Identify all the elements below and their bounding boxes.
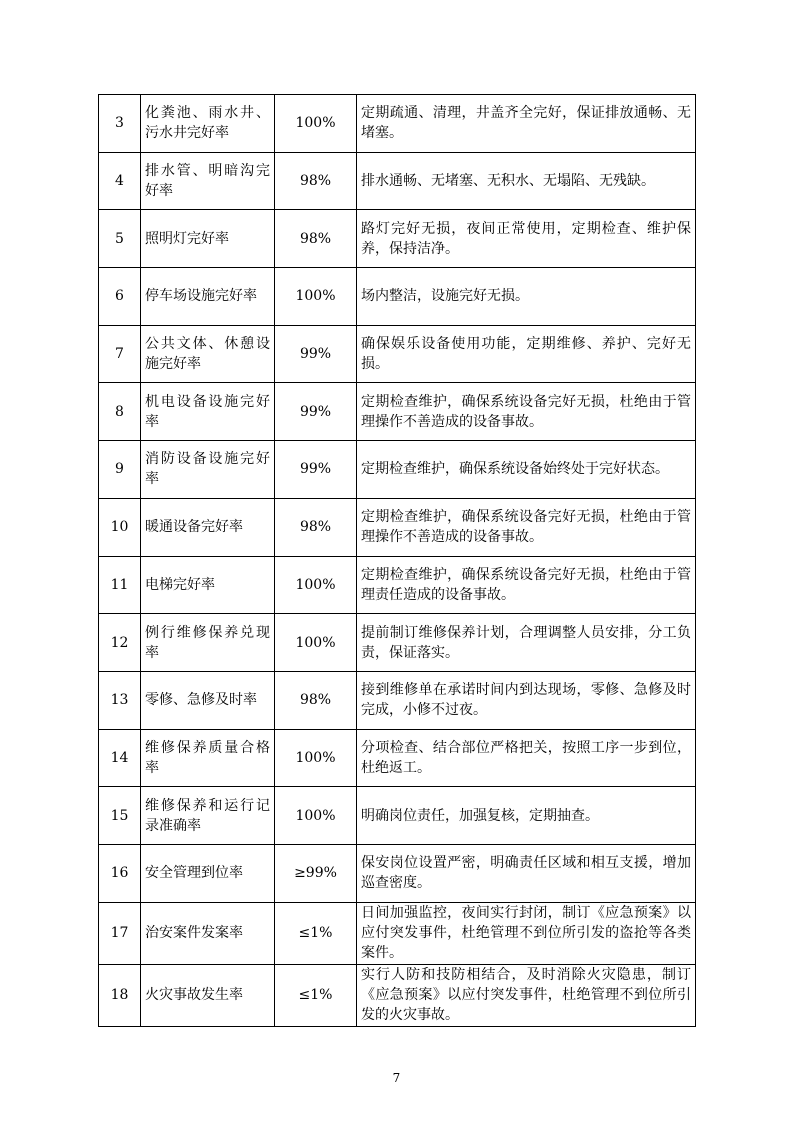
item-name: 电梯完好率 [141, 556, 275, 614]
measure-description: 定期检查维护，确保系统设备完好无损，杜绝由于管理操作不善造成的设备事故。 [357, 383, 696, 441]
item-name: 照明灯完好率 [141, 210, 275, 268]
table-row [99, 152, 696, 210]
table-row [99, 498, 696, 556]
target-rate: 99% [275, 325, 357, 383]
table-row [99, 556, 696, 614]
measure-description: 实行人防和技防相结合，及时消除火灾隐患，制订《应急预案》以应付突发事件，杜绝管理不到位所引发的火灾事故。 [357, 964, 696, 1026]
item-name: 停车场设施完好率 [141, 268, 275, 326]
measure-description: 定期检查维护，确保系统设备完好无损，杜绝由于管理责任造成的设备事故。 [357, 556, 696, 614]
target-rate: 99% [275, 383, 357, 441]
row-number: 17 [99, 902, 141, 964]
measure-description: 定期检查维护，确保系统设备完好无损，杜绝由于管理操作不善造成的设备事故。 [357, 498, 696, 556]
target-rate: 98% [275, 210, 357, 268]
item-name: 维修保养质量合格率 [141, 729, 275, 787]
row-number: 9 [99, 441, 141, 499]
target-rate: 100% [275, 268, 357, 326]
item-name: 公共文体、休憩设施完好率 [141, 325, 275, 383]
table-row [99, 325, 696, 383]
measure-description: 场内整洁，设施完好无损。 [357, 268, 696, 326]
table-row [99, 268, 696, 326]
measure-description: 分项检查、结合部位严格把关，按照工序一步到位，杜绝返工。 [357, 729, 696, 787]
measure-description: 排水通畅、无堵塞、无积水、无塌陷、无残缺。 [357, 152, 696, 210]
table-row [99, 671, 696, 729]
table-row [99, 614, 696, 672]
item-name: 火灾事故发生率 [141, 964, 275, 1026]
row-number: 8 [99, 383, 141, 441]
measure-description: 保安岗位设置严密，明确责任区域和相互支援，增加巡查密度。 [357, 844, 696, 902]
item-name: 暖通设备完好率 [141, 498, 275, 556]
row-number: 3 [99, 95, 141, 153]
row-number: 6 [99, 268, 141, 326]
table-row [99, 787, 696, 845]
page-number: 7 [392, 1071, 401, 1085]
measure-description: 明确岗位责任，加强复核，定期抽查。 [357, 787, 696, 845]
row-number: 4 [99, 152, 141, 210]
item-name: 治安案件发案率 [141, 902, 275, 964]
table-row [99, 964, 696, 1026]
table-row [99, 902, 696, 964]
row-number: 14 [99, 729, 141, 787]
service-standards-table [98, 94, 696, 1027]
measure-description: 日间加强监控，夜间实行封闭，制订《应急预案》以应付突发事件，杜绝管理不到位所引发的盗抢等各类案件。 [357, 902, 696, 964]
target-rate: 98% [275, 498, 357, 556]
row-number: 15 [99, 787, 141, 845]
measure-description: 定期检查维护，确保系统设备始终处于完好状态。 [357, 441, 696, 499]
row-number: 16 [99, 844, 141, 902]
item-name: 例行维修保养兑现率 [141, 614, 275, 672]
target-rate: ≥99% [275, 844, 357, 902]
table-row [99, 441, 696, 499]
table-row [99, 383, 696, 441]
item-name: 安全管理到位率 [141, 844, 275, 902]
item-name: 化粪池、雨水井、污水井完好率 [141, 95, 275, 153]
item-name: 零修、急修及时率 [141, 671, 275, 729]
row-number: 11 [99, 556, 141, 614]
row-number: 5 [99, 210, 141, 268]
target-rate: 100% [275, 614, 357, 672]
measure-description: 确保娱乐设备使用功能，定期维修、养护、完好无损。 [357, 325, 696, 383]
measure-description: 路灯完好无损，夜间正常使用，定期检查、维护保养，保持洁净。 [357, 210, 696, 268]
item-name: 排水管、明暗沟完好率 [141, 152, 275, 210]
table-row [99, 729, 696, 787]
table-row [99, 844, 696, 902]
table-row [99, 95, 696, 153]
measure-description: 定期疏通、清理，井盖齐全完好，保证排放通畅、无堵塞。 [357, 95, 696, 153]
table-row [99, 210, 696, 268]
measure-description: 提前制订维修保养计划，合理调整人员安排，分工负责，保证落实。 [357, 614, 696, 672]
target-rate: 100% [275, 787, 357, 845]
target-rate: 100% [275, 556, 357, 614]
row-number: 7 [99, 325, 141, 383]
target-rate: ≤1% [275, 964, 357, 1026]
target-rate: 100% [275, 95, 357, 153]
item-name: 机电设备设施完好率 [141, 383, 275, 441]
item-name: 维修保养和运行记录准确率 [141, 787, 275, 845]
row-number: 13 [99, 671, 141, 729]
measure-description: 接到维修单在承诺时间内到达现场，零修、急修及时完成，小修不过夜。 [357, 671, 696, 729]
row-number: 18 [99, 964, 141, 1026]
row-number: 10 [99, 498, 141, 556]
row-number: 12 [99, 614, 141, 672]
target-rate: 99% [275, 441, 357, 499]
target-rate: 100% [275, 729, 357, 787]
target-rate: 98% [275, 152, 357, 210]
item-name: 消防设备设施完好率 [141, 441, 275, 499]
target-rate: 98% [275, 671, 357, 729]
target-rate: ≤1% [275, 902, 357, 964]
